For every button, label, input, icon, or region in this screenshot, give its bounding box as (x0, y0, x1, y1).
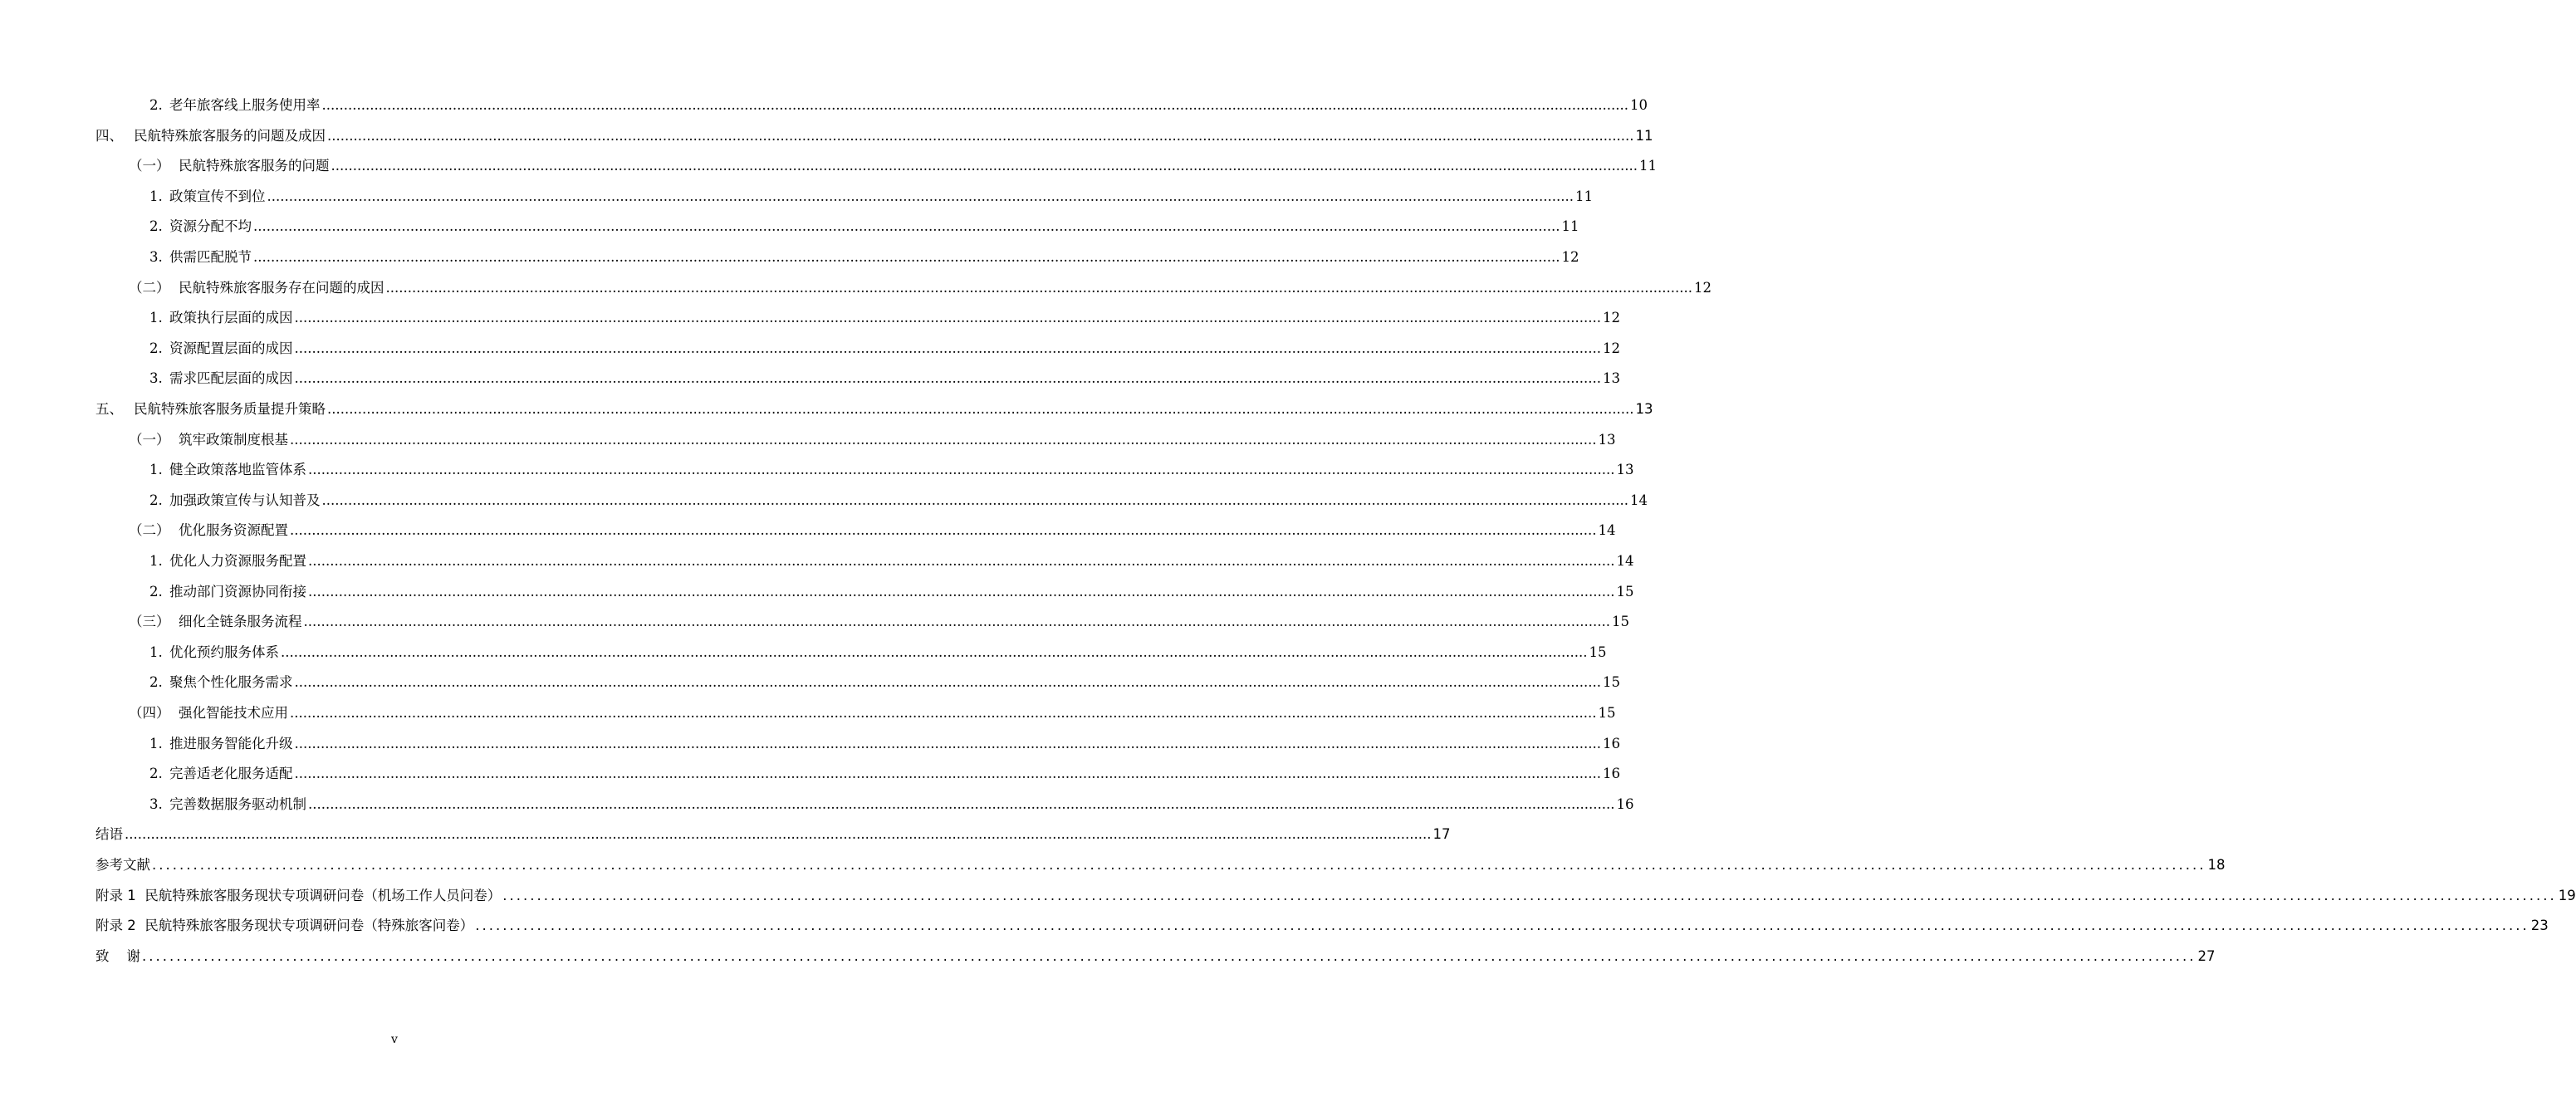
toc-entry-page: 12 (1693, 280, 1712, 296)
toc-entry-title: 加强政策宣传与认知普及 (169, 492, 321, 508)
toc-entry-page: 15 (1589, 644, 1607, 660)
toc-entry-number: 四、 (95, 128, 123, 144)
toc-dot-leader: ............................................................................................................................................................................................................................................................................................................ (308, 553, 1615, 569)
toc-entry[interactable] (149, 95, 1648, 115)
toc-entry-title: 民航特殊旅客服务的问题 (179, 158, 330, 174)
toc-entry-page: 11 (1561, 218, 1579, 234)
toc-entry-page: 12 (1561, 249, 1579, 265)
toc-entry[interactable] (129, 156, 1657, 176)
toc-dot-leader: ............................................................................................................................................................................................................................................................................................................ (308, 796, 1615, 812)
toc-entry-page: 14 (1598, 522, 1616, 538)
toc-entry[interactable] (149, 795, 1634, 815)
toc-entry[interactable] (149, 369, 1620, 389)
toc-entry-number: 3. (149, 249, 163, 265)
toc-entry-page: 16 (1602, 766, 1620, 781)
toc-dot-leader: ............................................................................................................................................................................................................................................................................................................ (141, 948, 2196, 964)
toc-entry[interactable] (95, 947, 2216, 967)
toc-dot-leader: ............................................................................................................................................................................................................................................................................................................ (294, 736, 1601, 751)
toc-dot-leader: ............................................................................................................................................................................................................................................................................................................ (303, 614, 1610, 629)
toc-entry-page: 15 (1611, 614, 1629, 629)
toc-entry[interactable] (149, 339, 1620, 359)
toc-entry[interactable] (149, 460, 1634, 480)
toc-entry-number: 1. (149, 188, 163, 204)
toc-entry-page: 14 (1616, 553, 1634, 569)
toc-entry-title: 资源配置层面的成因 (169, 340, 293, 356)
toc-dot-leader: ............................................................................................................................................................................................................................................................................................................ (290, 705, 1597, 721)
toc-dot-leader: ............................................................................................................................................................................................................................................................................................................ (290, 522, 1597, 538)
toc-entry-number: 2. (149, 340, 163, 356)
toc-entry[interactable] (149, 217, 1579, 237)
page-number: v (391, 1033, 398, 1046)
toc-dot-leader: ............................................................................................................................................................................................................................................................................................................ (308, 584, 1615, 600)
toc-entry[interactable] (95, 916, 2549, 936)
toc-entry-page: 13 (1598, 432, 1616, 448)
toc-dot-leader: ............................................................................................................................................................................................................................................................................................................ (290, 432, 1597, 448)
toc-entry[interactable] (149, 764, 1620, 784)
toc-entry-number: 1. (149, 462, 163, 477)
toc-entry[interactable] (149, 491, 1648, 511)
toc-entry-page: 13 (1602, 370, 1620, 386)
toc-entry-title: 健全政策落地监管体系 (169, 462, 306, 477)
toc-entry[interactable] (129, 430, 1616, 450)
toc-entry[interactable] (149, 734, 1620, 754)
toc-dot-leader: ............................................................................................................................................................................................................................................................................................................ (321, 492, 1628, 508)
toc-dot-leader: ............................................................................................................................................................................................................................................................................................................ (125, 826, 1432, 842)
toc-entry-title: 筑牢政策制度根基 (179, 432, 288, 448)
toc-entry-page: 23 (2530, 918, 2549, 933)
toc-entry-number: 2. (149, 584, 163, 600)
toc-entry[interactable] (129, 703, 1616, 723)
toc-entry-number: 2. (149, 674, 163, 690)
toc-dot-leader: ............................................................................................................................................................................................................................................................................................................ (321, 97, 1628, 113)
toc-dot-leader: ............................................................................................................................................................................................................................................................................................................ (253, 218, 1560, 234)
toc-entry[interactable] (149, 187, 1593, 207)
toc-entry-number: （三） (129, 614, 170, 629)
toc-entry-number: 1. (149, 310, 163, 326)
toc-dot-leader: ............................................................................................................................................................................................................................................................................................................ (294, 310, 1601, 326)
toc-entry-title: 需求匹配层面的成因 (169, 370, 293, 386)
toc-entry-title: 结语 (95, 826, 123, 842)
toc-entry-number: 1. (149, 644, 163, 660)
toc-entry[interactable] (149, 247, 1579, 267)
toc-entry-title: 完善数据服务驱动机制 (169, 796, 306, 812)
toc-entry[interactable] (149, 673, 1620, 693)
toc-entry-page: 15 (1602, 674, 1620, 690)
toc-entry-title: 政策宣传不到位 (169, 188, 266, 204)
toc-entry-title: 民航特殊旅客服务存在问题的成因 (179, 280, 384, 296)
toc-entry-page: 12 (1602, 340, 1620, 356)
toc-entry-page: 19 (2558, 888, 2576, 903)
toc-entry[interactable] (95, 399, 1653, 419)
toc-entry-title: 民航特殊旅客服务的问题及成因 (134, 128, 326, 144)
toc-entry-title: 优化服务资源配置 (179, 522, 288, 538)
toc-entry-number: 2. (149, 766, 163, 781)
toc-entry-title: 老年旅客线上服务使用率 (169, 97, 321, 113)
toc-entry[interactable] (149, 582, 1634, 602)
toc-entry[interactable] (95, 886, 2576, 906)
toc-entry-page: 13 (1616, 462, 1634, 477)
toc-entry[interactable] (149, 308, 1620, 328)
toc-entry-number: 2. (149, 97, 163, 113)
toc-dot-leader: ............................................................................................................................................................................................................................................................................................................ (385, 280, 1692, 296)
toc-entry-number: 五、 (95, 401, 123, 417)
toc-dot-leader: ............................................................................................................................................................................................................................................................................................................ (267, 188, 1574, 204)
toc-dot-leader: ............................................................................................................................................................................................................................................................................................................ (502, 888, 2557, 903)
toc-entry[interactable] (129, 612, 1629, 632)
toc-dot-leader: ............................................................................................................................................................................................................................................................................................................ (294, 674, 1601, 690)
toc-entry-number: 3. (149, 370, 163, 386)
toc-entry-title: 细化全链条服务流程 (179, 614, 302, 629)
toc-entry-page: 15 (1616, 584, 1634, 600)
toc-entry-title: 优化人力资源服务配置 (169, 553, 306, 569)
toc-entry-number: （一） (129, 158, 170, 174)
toc-entry-page: 15 (1598, 705, 1616, 721)
toc-entry-title: 聚焦个性化服务需求 (169, 674, 293, 690)
toc-entry-page: 16 (1602, 736, 1620, 751)
toc-dot-leader: ............................................................................................................................................................................................................................................................................................................ (281, 644, 1588, 660)
toc-entry[interactable] (129, 278, 1712, 298)
toc-dot-leader: ............................................................................................................................................................................................................................................................................................................ (331, 158, 1638, 174)
toc-entry-title: 政策执行层面的成因 (169, 310, 293, 326)
toc-entry-title: 优化预约服务体系 (169, 644, 279, 660)
toc-entry-title: 供需匹配脱节 (169, 249, 252, 265)
toc-entry-number: （四） (129, 705, 170, 721)
toc-dot-leader: ............................................................................................................................................................................................................................................................................................................ (327, 128, 1634, 144)
toc-dot-leader: ............................................................................................................................................................................................................................................................................................................ (253, 249, 1560, 265)
toc-entry-page: 12 (1602, 310, 1620, 326)
toc-entry-number: 2. (149, 218, 163, 234)
toc-entry[interactable] (95, 855, 2226, 875)
toc-entry[interactable] (95, 825, 1451, 844)
toc-entry-title: 资源分配不均 (169, 218, 252, 234)
toc-entry-number: 1. (149, 553, 163, 569)
toc-dot-leader: ............................................................................................................................................................................................................................................................................................................ (327, 401, 1634, 417)
toc-dot-leader: ............................................................................................................................................................................................................................................................................................................ (475, 918, 2529, 933)
toc-dot-leader: ............................................................................................................................................................................................................................................................................................................ (294, 370, 1601, 386)
toc-entry-page: 10 (1629, 97, 1648, 113)
toc-entry-page: 11 (1574, 188, 1593, 204)
toc-entry-title: 致 谢 (95, 948, 140, 964)
toc-entry-title: 参考文献 (95, 857, 150, 873)
toc-entry-number: （二） (129, 522, 170, 538)
toc-entry-title: 强化智能技术应用 (179, 705, 288, 721)
toc-entry-page: 17 (1432, 826, 1451, 842)
toc-dot-leader: ............................................................................................................................................................................................................................................................................................................ (308, 462, 1615, 477)
toc-entry-title: 推进服务智能化升级 (169, 736, 293, 751)
toc-entry-page: 18 (2207, 857, 2226, 873)
toc-entry-page: 11 (1635, 128, 1653, 144)
toc-entry-number: （二） (129, 280, 170, 296)
toc-dot-leader: ............................................................................................................................................................................................................................................................................................................ (152, 857, 2206, 873)
toc-entry[interactable] (149, 643, 1607, 663)
toc-entry-page: 11 (1638, 158, 1657, 174)
toc-entry-title: 推动部门资源协同衔接 (169, 584, 306, 600)
toc-entry[interactable] (149, 551, 1634, 571)
toc-entry-number: 2. (149, 492, 163, 508)
toc-dot-leader: ............................................................................................................................................................................................................................................................................................................ (294, 766, 1601, 781)
toc-entry-page: 13 (1635, 401, 1653, 417)
toc-entry[interactable] (95, 126, 1653, 146)
toc-entry-title: 民航特殊旅客服务质量提升策略 (134, 401, 326, 417)
toc-entry[interactable] (129, 521, 1616, 541)
toc-entry-page: 14 (1629, 492, 1648, 508)
toc-entry-number: （一） (129, 432, 170, 448)
toc-entry-number: 1. (149, 736, 163, 751)
toc-dot-leader: ............................................................................................................................................................................................................................................................................................................ (294, 340, 1601, 356)
toc-entry-page: 27 (2197, 948, 2216, 964)
toc-entry-title: 附录 2 民航特殊旅客服务现状专项调研问卷（特殊旅客问卷） (95, 918, 474, 933)
toc-entry-page: 16 (1616, 796, 1634, 812)
toc-entry-title: 完善适老化服务适配 (169, 766, 293, 781)
toc-entry-number: 3. (149, 796, 163, 812)
toc-entry-title: 附录 1 民航特殊旅客服务现状专项调研问卷（机场工作人员问卷） (95, 888, 502, 903)
